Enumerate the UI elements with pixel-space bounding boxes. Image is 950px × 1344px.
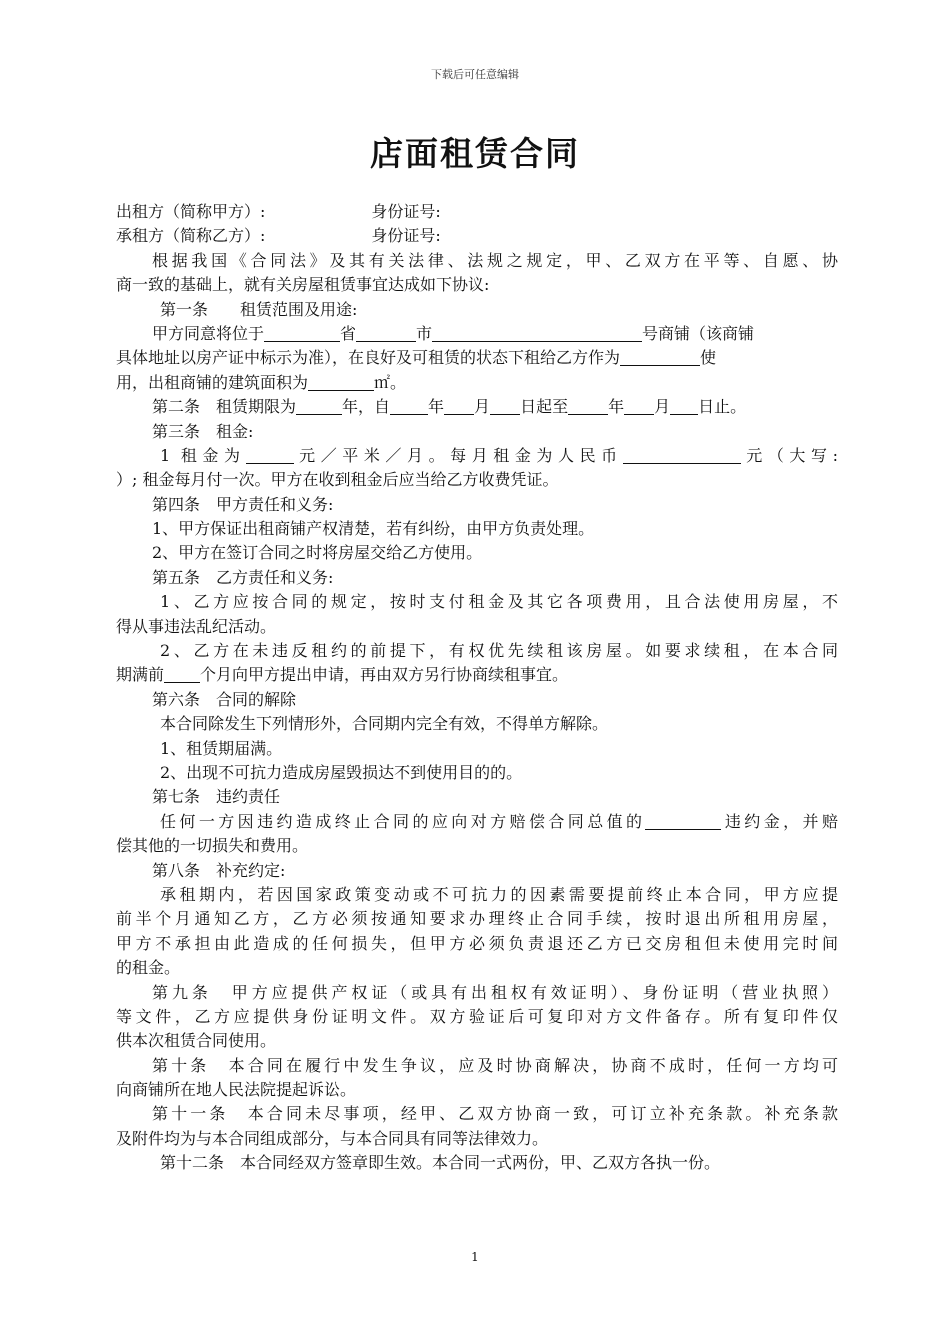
- lessor-line: [116, 200, 838, 224]
- article-8-line-4: 的租金。: [116, 958, 181, 978]
- blank-area: [308, 374, 374, 391]
- blank-years: [296, 398, 342, 415]
- article-5-title: 第五条 乙方责任和义务:: [152, 567, 334, 587]
- article-8-line-1: 承租期内，若因国家政策变动或不可抗力的因素需要提前终止本合同，甲方应提: [160, 884, 838, 904]
- article-5-item-2-line-1: 2、乙方在未违反租约的前提下，有权优先续租该房屋。如要求续租，在本合同: [160, 641, 838, 661]
- lessee-line: [116, 224, 838, 248]
- article-8-title: 第八条 补充约定:: [152, 860, 286, 880]
- blank-end-year: [568, 398, 608, 415]
- blank-city: [356, 325, 416, 342]
- article-8-line-3: 甲方不承担由此造成的任何损失，但甲方必须负责退还乙方已交房租但未使用完时间: [116, 933, 838, 953]
- blank-province: [264, 325, 340, 342]
- article-9-line-1: 第九条 甲方应提供产权证（或具有出租权有效证明）、身份证明（营业执照）: [152, 982, 838, 1002]
- article-6-paragraph: 本合同除发生下列情形外，合同期内完全有效，不得单方解除。: [160, 714, 609, 734]
- blank-address: [432, 325, 642, 342]
- article-4-item-1: 1、甲方保证出租商铺产权清楚，若有纠纷，由甲方负责处理。: [152, 519, 595, 539]
- article-5-item-1-line-2: 得从事违法乱纪活动。: [116, 616, 277, 636]
- article-12-line: 第十二条 本合同经双方签章即生效。本合同一式两份，甲、乙双方各执一份。: [160, 1153, 721, 1173]
- lessee-label: 承租方（简称乙方）:: [116, 226, 266, 246]
- blank-end-day: [670, 398, 698, 415]
- blank-monthly-rent: [623, 447, 741, 464]
- article-1-line-2: 具体地址以房产证中标示为准），在良好及可租赁的状态下租给乙方作为 使: [116, 348, 717, 368]
- blank-start-month: [444, 398, 474, 415]
- article-5-item-1-line-1: 1、乙方应按合同的规定，按时支付租金及其它各项费用，且合法使用房屋，不: [160, 592, 838, 612]
- article-10-line-1: 第十条 本合同在履行中发生争议，应及时协商解决，协商不成时，任何一方均可: [152, 1055, 838, 1075]
- article-9-line-2: 等文件，乙方应提供身份证明文件。双方验证后可复印对方文件备存。所有复印件仅: [116, 1006, 838, 1026]
- lessee-id-label: 身份证号:: [371, 226, 441, 246]
- page-number: 1: [471, 1250, 479, 1264]
- blank-months-before: [164, 666, 200, 683]
- article-7-title: 第七条 违约责任: [152, 787, 281, 807]
- article-3-title: 第三条 租金:: [152, 421, 254, 441]
- header-note: 下载后可任意编辑: [431, 68, 519, 81]
- blank-start-year: [390, 398, 428, 415]
- article-6-item-1: 1、租赁期届满。: [160, 738, 283, 758]
- article-2-line: 第二条 租赁期限为 年，自 年 月 日起至 年 月 日止。: [152, 397, 747, 417]
- blank-end-month: [624, 398, 654, 415]
- article-1-line-3: 用，出租商铺的建筑面积为 ㎡。: [116, 372, 407, 392]
- article-3-line-1: 1 租金为 元／平米／月。每月租金为人民币 元（大写:: [160, 445, 838, 465]
- contract-body: [116, 200, 838, 1176]
- blank-rent-per-sqm: [246, 447, 294, 464]
- article-11-line-2: 及附件均为与本合同组成部分，与本合同具有同等法律效力。: [116, 1128, 549, 1148]
- blank-usage: [620, 349, 700, 366]
- blank-start-day: [490, 398, 520, 415]
- article-7-line-1: 任何一方因违约造成终止合同的应向对方赔偿合同总值的 违约金，并赔: [160, 811, 838, 831]
- article-3-line-2: ）; 租金每月付一次。甲方在收到租金后应当给乙方收费凭证。: [116, 470, 559, 490]
- article-8-line-2: 前半个月通知乙方，乙方必须按通知要求办理终止合同手续，按时退出所租用房屋，: [116, 909, 838, 929]
- article-4-title: 第四条 甲方责任和义务:: [152, 494, 334, 514]
- document-title: 店面租赁合同: [370, 134, 580, 173]
- intro-line-1: 根据我国《合同法》及其有关法律、法规之规定，甲、乙双方在平等、自愿、协: [152, 250, 838, 270]
- article-9-line-3: 供本次租赁合同使用。: [116, 1031, 277, 1051]
- article-6-item-2: 2、出现不可抗力造成房屋毁损达不到使用目的的。: [160, 762, 523, 782]
- intro-line-2: 商一致的基础上，就有关房屋租赁事宜达成如下协议:: [116, 275, 490, 295]
- article-6-title: 第六条 合同的解除: [152, 689, 297, 709]
- lessor-id-label: 身份证号:: [371, 202, 441, 221]
- article-10-line-2: 向商铺所在地人民法院提起诉讼。: [116, 1080, 357, 1100]
- article-5-item-2-line-2: 期满前 个月向甲方提出申请，再由双方另行协商续租事宜。: [116, 665, 569, 685]
- article-1-title: 第一条 租赁范围及用途:: [160, 299, 358, 319]
- article-4-item-2: 2、甲方在签订合同之时将房屋交给乙方使用。: [152, 543, 483, 563]
- article-11-line-1: 第十一条 本合同未尽事项，经甲、乙双方协商一致，可订立补充条款。补充条款: [152, 1104, 838, 1124]
- blank-penalty: [645, 813, 721, 830]
- article-1-line-1: 甲方同意将位于 省 市 号商铺（该商铺: [152, 323, 755, 343]
- lessor-label: 出租方（简称甲方）:: [116, 202, 266, 221]
- article-7-line-2: 偿其他的一切损失和费用。: [116, 836, 309, 856]
